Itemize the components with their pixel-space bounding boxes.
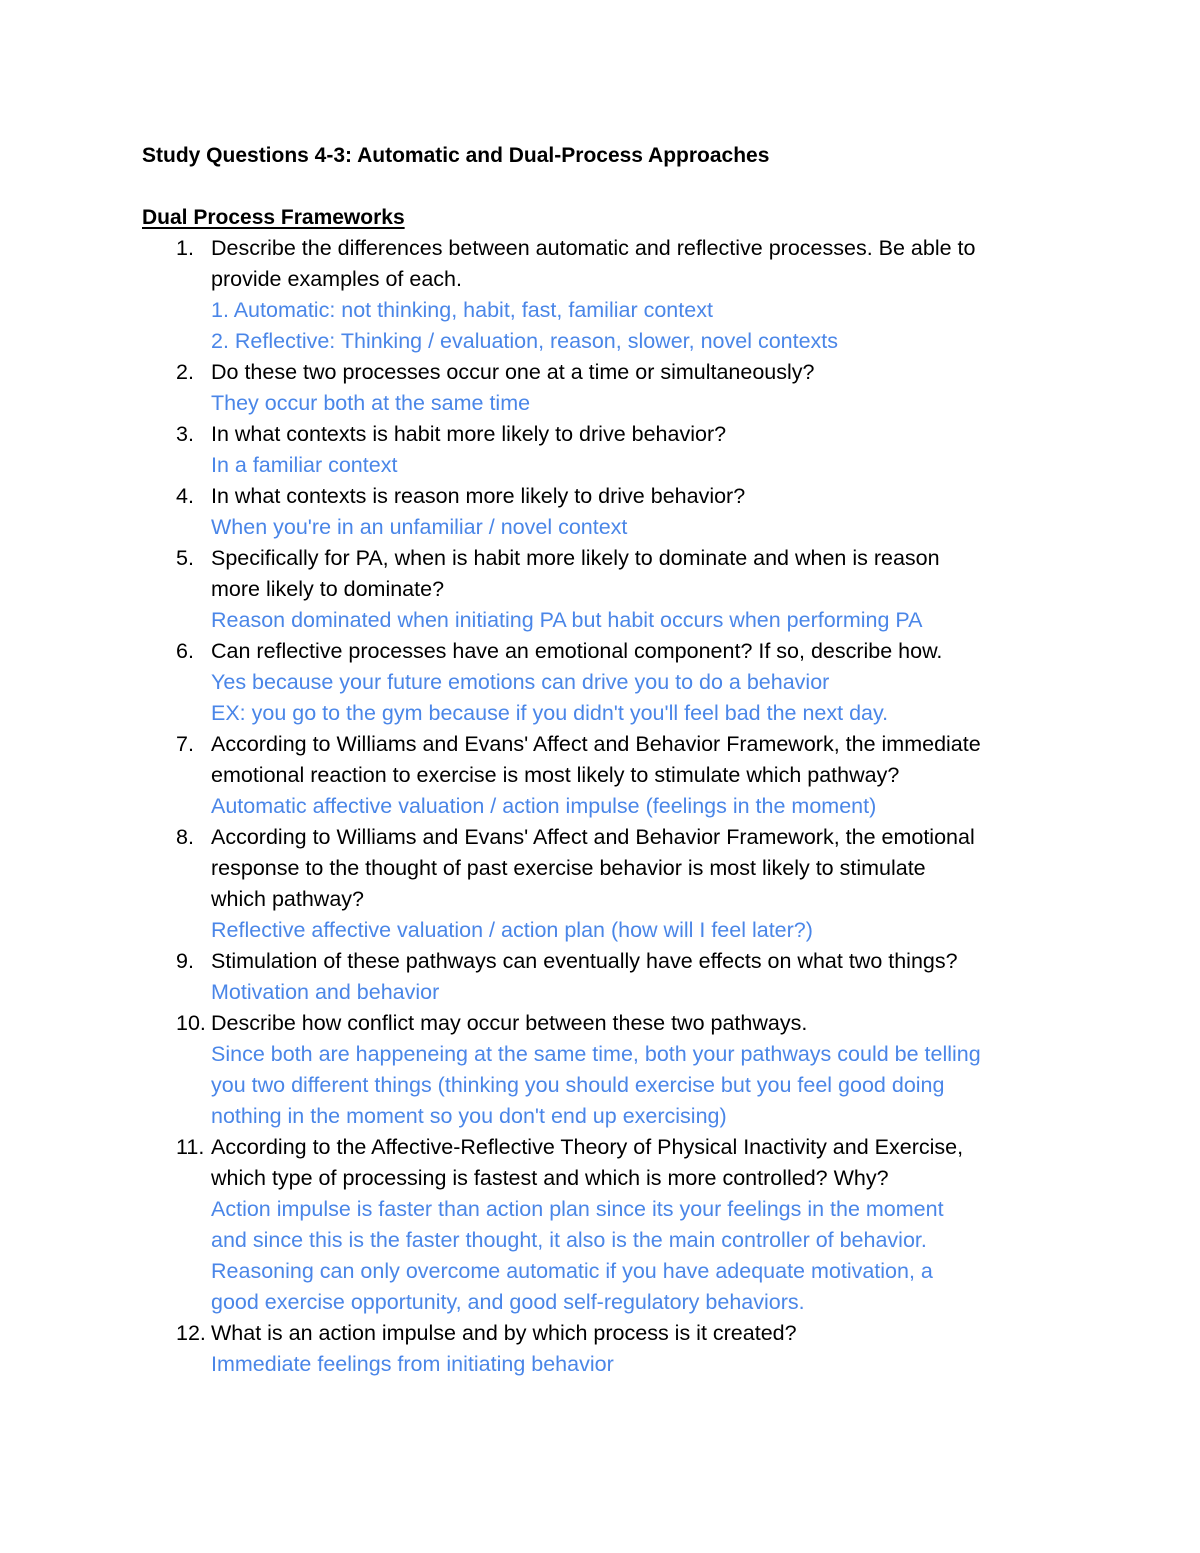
question-text: According to Williams and Evans' Affect and Behavior Framework, the emotional response to the thought of past exercise behavior is most likely to stimulate which pathway? [211, 825, 975, 911]
question-text: Can reflective processes have an emotional component? If so, describe how. [211, 639, 943, 663]
question-text: According to Williams and Evans' Affect and Behavior Framework, the immediate emotional reaction to exercise is most likely to stimulate which pathway? [211, 732, 981, 787]
question-number: 3. [176, 422, 194, 446]
answer-text: Reason dominated when initiating PA but habit occurs when performing PA [211, 608, 923, 632]
answer-text: In a familiar context [211, 453, 398, 477]
question-number: 4. [176, 484, 194, 508]
question-item [0, 1008, 1200, 1132]
question-item [0, 357, 1200, 419]
question-number: 6. [176, 639, 194, 663]
question-item [0, 1318, 1200, 1380]
question-number: 2. [176, 360, 194, 384]
question-number: 5. [176, 546, 194, 570]
question-text: According to the Affective-Reflective Theory of Physical Inactivity and Exercise, which type of processing is fastest and which is more controlled? Why? [211, 1135, 964, 1190]
question-number: 7. [176, 732, 194, 756]
question-item [0, 419, 1200, 481]
answer-text: Reflective affective valuation / action plan (how will I feel later?) [211, 918, 813, 942]
answer-text: When you're in an unfamiliar / novel context [211, 515, 628, 539]
question-item [0, 1132, 1200, 1318]
answer-text: Action impulse is faster than action plan since its your feelings in the moment and since this is the faster thought, it also is the main controller of behavior. Reasoning can only overcome automatic if you have adequate motivation, a good exercise opportunity, and good self-regulatory behaviors. [211, 1197, 944, 1314]
question-text: Stimulation of these pathways can eventually have effects on what two things? [211, 949, 958, 973]
answer-text: EX: you go to the gym because if you didn't you'll feel bad the next day. [211, 701, 889, 725]
question-item [0, 481, 1200, 543]
question-list [0, 233, 1200, 1380]
answer-text: Immediate feelings from initiating behavior [211, 1352, 614, 1376]
question-text: Specifically for PA, when is habit more likely to dominate and when is reason more likely to dominate? [211, 546, 940, 601]
question-item [0, 543, 1200, 636]
question-number: 9. [176, 949, 194, 973]
question-text: In what contexts is reason more likely to drive behavior? [211, 484, 746, 508]
question-number: 10. [176, 1011, 206, 1035]
question-text: Describe how conflict may occur between these two pathways. [211, 1011, 808, 1035]
section-heading: Dual Process Frameworks [142, 206, 405, 229]
question-number: 1. [176, 236, 194, 260]
answer-text: 2. Reflective: Thinking / evaluation, reason, slower, novel contexts [211, 329, 839, 353]
question-item [0, 729, 1200, 822]
question-item [0, 946, 1200, 1008]
answer-text: Since both are happeneing at the same time, both your pathways could be telling you two different things (thinking you should exercise but you feel good doing nothing in the moment so you don't end up exercising) [211, 1042, 981, 1128]
question-number: 8. [176, 825, 194, 849]
answer-text: They occur both at the same time [211, 391, 531, 415]
question-number: 11. [176, 1135, 205, 1159]
question-item [0, 233, 1200, 357]
question-text: Describe the differences between automatic and reflective processes. Be able to provide examples of each. [211, 236, 976, 291]
question-text: What is an action impulse and by which process is it created? [211, 1321, 797, 1345]
answer-text: Yes because your future emotions can drive you to do a behavior [211, 670, 830, 694]
answer-text: Motivation and behavior [211, 980, 440, 1004]
document-title: Study Questions 4-3: Automatic and Dual-Process Approaches [142, 144, 770, 167]
question-text: Do these two processes occur one at a time or simultaneously? [211, 360, 815, 384]
question-item [0, 822, 1200, 946]
answer-text: Automatic affective valuation / action impulse (feelings in the moment) [211, 794, 877, 818]
question-item [0, 636, 1200, 729]
question-text: In what contexts is habit more likely to drive behavior? [211, 422, 727, 446]
answer-text: 1. Automatic: not thinking, habit, fast, familiar context [211, 298, 713, 322]
question-number: 12. [176, 1321, 206, 1345]
